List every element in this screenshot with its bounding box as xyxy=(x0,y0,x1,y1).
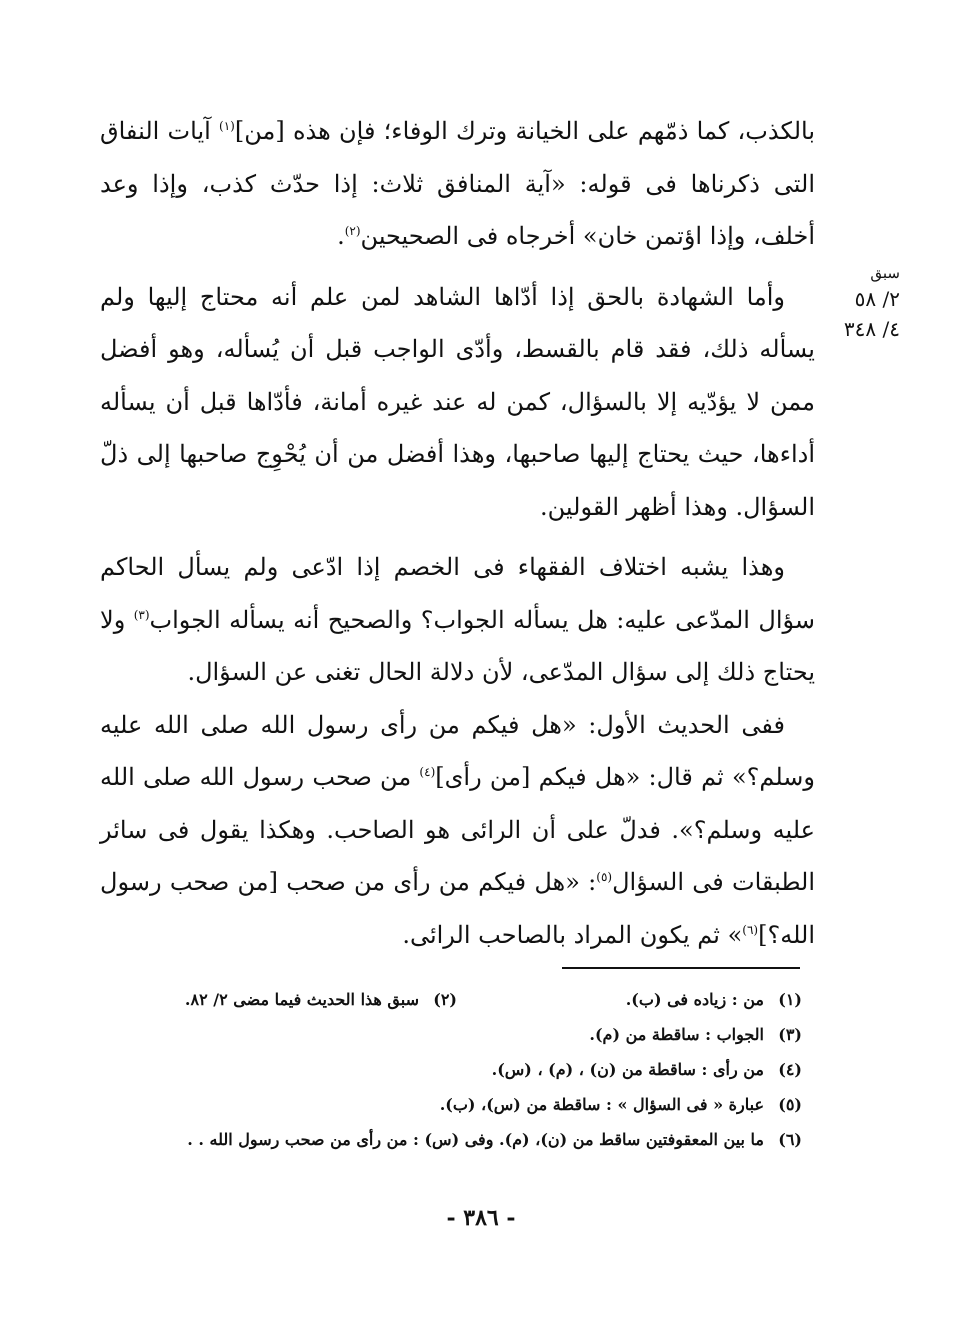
footnote-text: الجواب : ساقطة من (م). xyxy=(589,1025,764,1044)
page-number: - ٣٨٦ - xyxy=(446,1205,516,1231)
footnote-row xyxy=(112,1087,802,1122)
footnotes xyxy=(112,982,802,1157)
footnote-divider xyxy=(562,967,800,969)
margin-cross-reference xyxy=(820,262,900,344)
text-run: وأما الشهادة بالحق إذا أدّاها الشاهد لمن علم أنه محتاج إليها ولم يسأله ذلك، فقد قام بالقسط، وأدّى الواجب قبل أن يُسأله، وهو أفضل ممن لا يؤدّيه إلا بالسؤال، كمن له عند غيره أمانة، فأدّاها قبل أن يسأله أداءها، حيث يحتاج إليها صاحبها، وهذا أفضل من أن يُحْوِج صاحبها إلى ذلّ السؤال. وهذا أظهر القولين. xyxy=(100,282,815,521)
footnote-mark: (٦) xyxy=(742,922,759,937)
paragraph xyxy=(100,271,815,534)
footnote-row xyxy=(112,1017,802,1052)
text-run: وهذا يشبه اختلاف الفقهاء فى الخصم إذا ادّعى ولم يسأل الحاكم سؤال المدّعى عليه: هل يسأله الجواب؟ والصحيح أنه يسأله الجواب xyxy=(100,553,815,634)
text-run: آيات النفاق التى ذكرناها فى قوله: «آية المنافق ثلاث: إذا حدّث كذب، وإذا وعد أخلف، وإذا اؤتمن خان» أخرجاه فى الصحيحين xyxy=(100,117,815,250)
footnote-item xyxy=(440,1087,802,1122)
footnote-item xyxy=(457,982,802,1017)
text-run: بالكذب، كما ذمّهم على الخيانة وترك الوفاء؛ فإن هذه [من] xyxy=(234,117,815,145)
footnote-number: (٦) xyxy=(778,1130,802,1149)
text-run: : «هل فيكم من رأى من صحب [من صحب رسول الله؟] xyxy=(100,868,815,949)
footnote-row xyxy=(112,1122,802,1157)
footnote-number: (٣) xyxy=(778,1025,802,1044)
text-run: ولا يحتاج ذلك إلى سؤال المدّعى، لأن دلالة الحال تغنى عن السؤال. xyxy=(100,605,815,686)
footnote-number: (١) xyxy=(778,990,802,1009)
footnote-mark: (١) xyxy=(219,119,235,133)
footnote-text: عبارة « فى السؤال » : ساقطة من (س)، (ب). xyxy=(439,1095,764,1114)
footnote-item xyxy=(187,1122,802,1157)
text-run: . xyxy=(337,222,345,250)
margin-label: سبق xyxy=(870,264,900,282)
text-run: ففى الحديث الأول: «هل فيكم من رأى رسول الله صلى الله عليه وسلم؟» ثم قال: «هل فيكم [من رأى] xyxy=(100,710,815,791)
footnote-text: من رأى : ساقطة من (ن) ، (م) ، (س). xyxy=(491,1060,764,1079)
footnote-row xyxy=(112,982,802,1017)
paragraph xyxy=(100,541,815,699)
footnote-mark: (٤) xyxy=(419,765,436,779)
main-text xyxy=(100,105,815,961)
footnote-item xyxy=(185,982,457,1017)
footnote-item xyxy=(492,1052,802,1087)
footnote-mark: (٥) xyxy=(596,870,613,884)
footnote-mark: (٢) xyxy=(344,224,361,238)
footnote-text: من : زياده فى (ب). xyxy=(625,990,764,1009)
margin-ref-line: ٤/ ٣٤٨ xyxy=(843,317,900,341)
footnote-number: (٥) xyxy=(778,1095,802,1114)
paragraph xyxy=(100,699,815,962)
footnote-row xyxy=(112,1052,802,1087)
margin-ref-line: ٢/ ٥٨ xyxy=(854,287,900,311)
footnote-number: (٤) xyxy=(778,1060,802,1079)
footnote-number: (٢) xyxy=(433,990,457,1009)
footnote-text: ما بين المعقوفتين ساقط من (ن)، (م). وفى (س) : من رأى من صحب رسول الله . . xyxy=(187,1130,764,1149)
footnote-text: سبق هذا الحديث فيما مضى ٢/ ٨٢. xyxy=(184,990,419,1009)
text-run: من صحب رسول الله صلى الله عليه وسلم؟». فدلّ على أن الرائى هو الصاحب. وهكذا يقول فى سائر الطبقات فى السؤال xyxy=(100,763,815,896)
paragraph xyxy=(100,105,815,263)
footnote-mark: (٣) xyxy=(133,607,150,622)
text-run: » ثم يكون المراد بالصاحب الرائى. xyxy=(402,920,743,949)
footnote-item xyxy=(589,1017,802,1052)
